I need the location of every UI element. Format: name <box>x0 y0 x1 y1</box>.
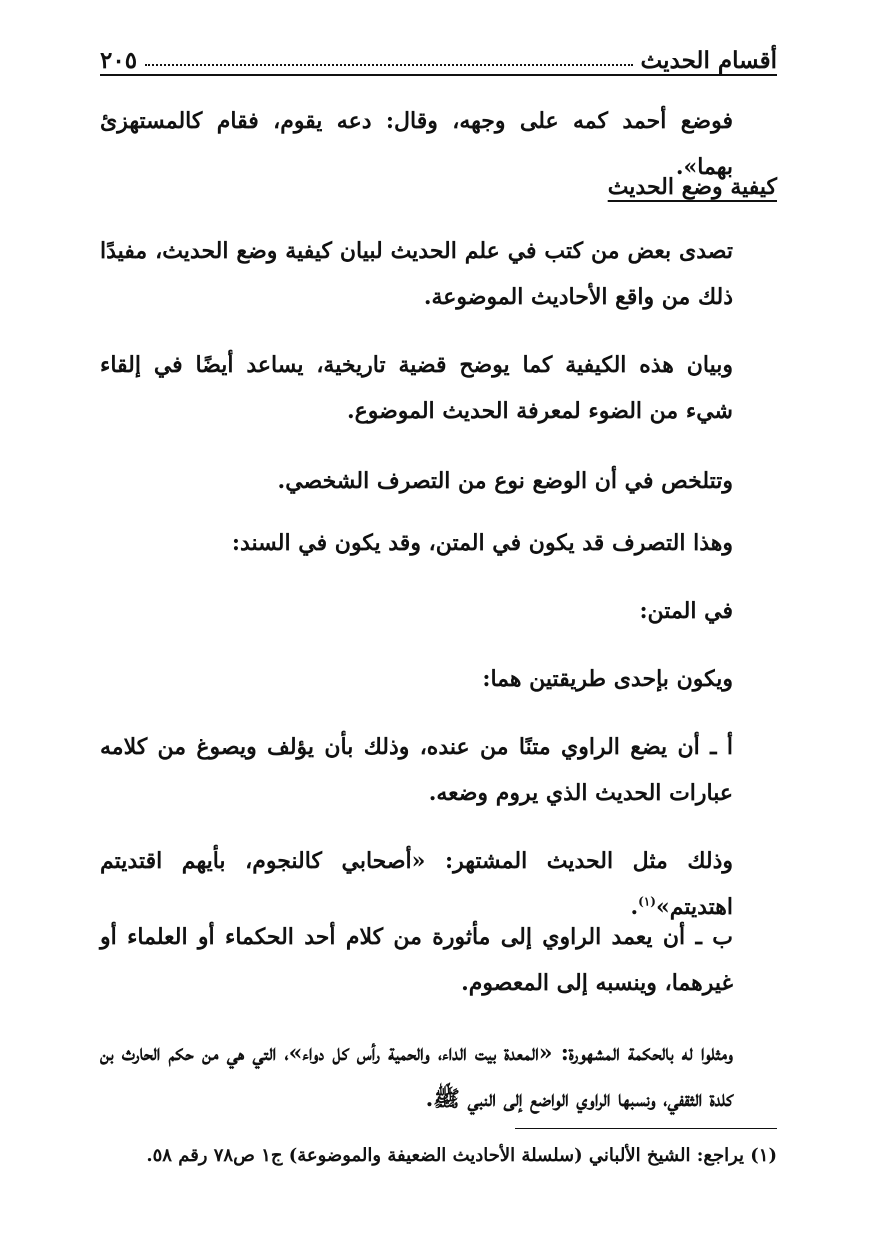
header-dot-leader <box>145 64 632 66</box>
header-title: أقسام الحديث <box>640 47 777 74</box>
paragraph-method-b: ب ـ أن يعمد الراوي إلى مأثورة من كلام أحد الحكماء أو العلماء أو غيرهما، وينسبه إلى المعصوم. <box>100 924 733 996</box>
footnote-text: (١) يراجع: الشيخ الألباني (سلسلة الأحاديث الضعيفة والموضوعة) ج١ ص٧٨ رقم ٥٨. <box>146 1145 777 1166</box>
paragraph-method-a: أ ـ أن يضع الراوي متنًا من عنده، وذلك بأن يؤلف ويصوغ من كلامه عبارات الحديث الذي يروم وضعه. <box>100 734 733 806</box>
paragraph-example-b: ومثلوا له بالحكمة المشهورة: «المعدة بيت الداء، والحمية رأس كل دواء»، التي هي من حكم الحارث بن كلدة الثقفي، ونسبها الراوي الواضع إلى النبي ﷺ. <box>100 1040 733 1112</box>
paragraph-quote-end: فوضع أحمد كمه على وجهه، وقال: دعه يقوم، فقام كالمستهزئ بهما». <box>100 108 733 180</box>
subheading-matn: في المتن: <box>639 598 733 624</box>
paragraph-importance: وبيان هذه الكيفية كما يوضح قضية تاريخية، يساعد أيضًا في إلقاء شيء من الضوء لمعرفة الحديث الموضوع. <box>100 352 733 424</box>
paragraph-summary: وتتلخص في أن الوضع نوع من التصرف الشخصي. <box>277 468 733 494</box>
running-header <box>100 40 777 76</box>
footnote-divider <box>515 1128 777 1129</box>
paragraph-intro: تصدى بعض من كتب في علم الحديث لبيان كيفية وضع الحديث، مفيدًا ذلك من واقع الأحاديث الموضوعة. <box>100 238 733 310</box>
section-heading-text: كيفية وضع الحديث <box>607 174 777 200</box>
example-a-period: . <box>630 894 639 920</box>
paragraph-division: وهذا التصرف قد يكون في المتن، وقد يكون في السند: <box>231 530 733 556</box>
paragraph-two-methods: ويكون بإحدى طريقتين هما: <box>482 666 733 692</box>
page-number: ٢٠٥ <box>100 47 138 74</box>
footnote-reference[interactable]: (١) <box>638 894 656 909</box>
example-a-text: وذلك مثل الحديث المشتهر: «أصحابي كالنجوم، بأيهم اقتديتم اهتديتم» <box>100 848 733 920</box>
section-heading <box>100 164 777 210</box>
